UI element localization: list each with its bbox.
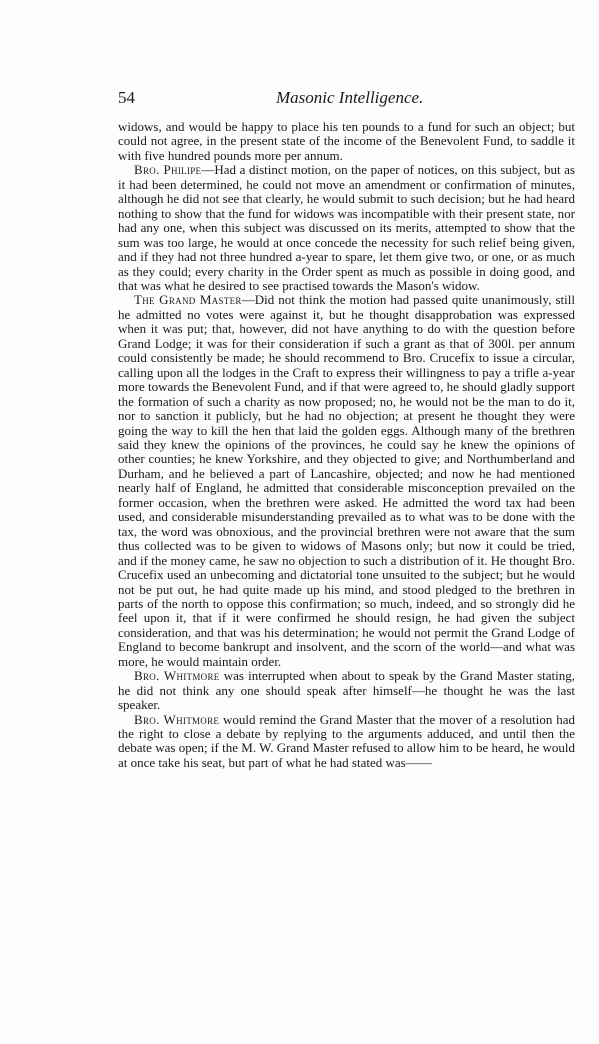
body-text [118, 120, 575, 770]
speaker-name: Bro. Philipe [134, 162, 202, 178]
paragraph-text: —Had a distinct motion, on the paper of notices, on this subject, but as it had been determined, he could not move an amendment or confirmation of minutes, although he did not see that clearly, he would submit to such decision; but he had heard nothing to show that the fund for widows was incompatible with their present state, nor had any one, when this subject was discussed on its merits, attempted to show that the sum was too large, he would at once concede the necessity for such relief being given, and if they had not three hundred a-year to spare, let them give two, or one, or as much as they could; every charity in the Order spent as much as possible in doing good, and that was what he desired to see practised towards the Mason's widow. [118, 162, 575, 293]
paragraph [118, 163, 575, 293]
paragraph-text: widows, and would be happy to place his ten pounds to a fund for such an object; but could not agree, in the present state of the income of the Benevolent Fund, to saddle it with five hundred pounds more per annum. [118, 119, 575, 163]
paragraph [118, 669, 575, 712]
running-head [118, 88, 575, 112]
paragraph-text: —Did not think the motion had passed quite unanimously, still he admitted no votes were against it, but he thought disapprobation was expressed when it was put; that, however, did not have anything to do with the question before Grand Lodge; it was for their consideration if such a grant as that of 300l. per annum could consistently be made; he should recommend to Bro. Crucefix to issue a circular, calling upon all the lodges in the Craft to express their willingness to pay a trifle a-year more towards the Benevolent Fund, and if that were agreed to, he should gladly support the formation of such a charity as now proposed; no, he would not be the man to do it, nor to sanction it publicly, but he had no objection; at present he thought they were going the way to kill the hen that laid the golden eggs. Although many of the brethren said they knew the opinions of the provinces, he could say he knew the opinions of other counties; he knew Yorkshire, and they objected to give; and Northumberland and Durham, and he believed a part of Lancashire, objected; and now he had mentioned nearly half of England, he admitted that considerable misconception prevailed on the former occasion, when the brethren were asked. He admitted the word tax had been used, and considerable misunderstanding prevailed as to what was to be done with the tax, the word was obnoxious, and the provincial brethren were not aware that the sum thus collected was to be given to widows of Masons only; but now it could be tried, and if the money came, he saw no objection to such a distribution of it. He thought Bro. Crucefix used an unbecoming and dictatorial tone unsuited to the subject; but he would not be put out, he had quite made up his mind, and stood pledged to the brethren in parts of the north to oppose this confirmation; so much, indeed, and so strongly did he feel upon it, that if it were confirmed he should resign, he had given the subject consideration, and that was his determination; he would not permit the Grand Lodge of England to become bankrupt and insolvent, and the scorn of the world—and what was more, he would maintain order. [118, 292, 575, 669]
paragraph [118, 120, 575, 163]
paragraph-text: was interrupted when about to speak by the Grand Master stating, he did not think any one should speak after himself—he thought he was the last speaker. [118, 668, 575, 713]
running-title: Masonic Intelligence. [276, 88, 424, 107]
speaker-name: Bro. Whitmore [134, 668, 220, 684]
paragraph [118, 293, 575, 669]
paragraph [118, 713, 575, 771]
page-number: 54 [118, 88, 135, 107]
paragraph-text: would remind the Grand Master that the mover of a resolution had the right to close a debate by replying to the arguments adduced, and until then the debate was open; if the M. W. Grand Master refused to allow him to be heard, he would at once take his seat, but part of what he had stated was—— [118, 711, 575, 770]
speaker-name: The Grand Master [134, 292, 242, 308]
speaker-name: Bro. Whitmore [134, 711, 220, 727]
